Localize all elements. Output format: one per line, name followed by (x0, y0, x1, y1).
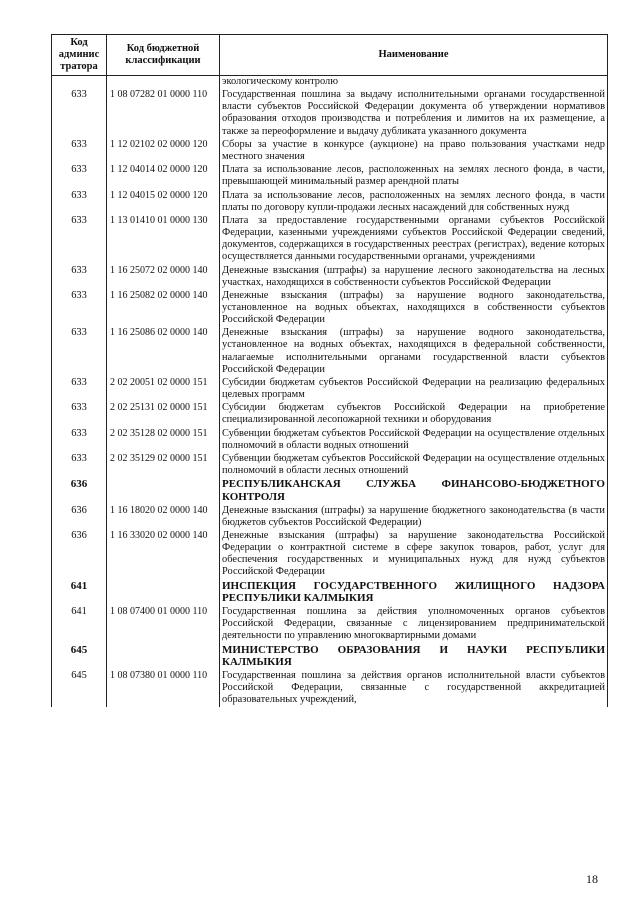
budget-code-cell: 1 13 01410 01 0000 130 (107, 215, 220, 265)
budget-classification-table (51, 34, 608, 707)
name-cell: РЕСПУБЛИКАНСКАЯ СЛУЖБА ФИНАНСОВО-БЮДЖЕТНОГО КОНТРОЛЯ (220, 478, 608, 504)
admin-code-cell: 633 (52, 327, 107, 377)
document-page (51, 34, 607, 707)
table-row (52, 505, 608, 530)
admin-code-cell: 636 (52, 478, 107, 504)
budget-code-cell: 1 16 18020 02 0000 140 (107, 505, 220, 530)
table-body (52, 76, 608, 708)
name-cell: Субсидии бюджетам субъектов Российской Федерации на приобретение специализированной лесопожарной техники и оборудования (220, 402, 608, 427)
budget-code-cell: 1 16 33020 02 0000 140 (107, 530, 220, 580)
name-cell: Денежные взыскания (штрафы) за нарушение бюджетного законодательства (в части бюджетов субъектов Российской Федерации) (220, 505, 608, 530)
budget-code-cell: 2 02 25131 02 0000 151 (107, 402, 220, 427)
admin-code-cell: 633 (52, 139, 107, 164)
name-cell: Субвенции бюджетам субъектов Российской Федерации на осуществление отдельных полномочий в области водных отношений (220, 428, 608, 453)
name-cell: экологическому контролю (220, 76, 608, 90)
table-row (52, 606, 608, 643)
table-row (52, 265, 608, 290)
budget-code-cell (107, 580, 220, 606)
admin-code-cell: 645 (52, 644, 107, 670)
table-row (52, 190, 608, 215)
name-cell: Государственная пошлина за выдачу исполнительными органами государственной власти субъектов Российской Федерации документа об утверждении нормативов образования отходов производства и потребления и лимитов на их размещение, а также за переоформление и выдачу дубликата указанного документа (220, 89, 608, 139)
admin-code-cell: 633 (52, 377, 107, 402)
budget-code-cell (107, 76, 220, 90)
table-header-row (52, 35, 608, 76)
name-cell: Денежные взыскания (штрафы) за нарушение лесного законодательства на лесных участках, находящихся в собственности субъектов Российской Федерации (220, 265, 608, 290)
admin-code-cell: 633 (52, 265, 107, 290)
name-cell: Субвенции бюджетам субъектов Российской Федерации на осуществление отдельных полномочий в области лесных отношений (220, 453, 608, 478)
table-row (52, 327, 608, 377)
budget-code-cell: 2 02 35129 02 0000 151 (107, 453, 220, 478)
budget-code-cell: 2 02 20051 02 0000 151 (107, 377, 220, 402)
admin-code-cell: 633 (52, 428, 107, 453)
name-cell: Денежные взыскания (штрафы) за нарушение законодательства Российской Федерации о контрактной системе в сфере закупок товаров, работ, услуг для обеспечения государственных и муниципальных нужд для нужд субъектов Российской Федерации (220, 530, 608, 580)
admin-code-cell: 633 (52, 290, 107, 327)
admin-code-cell: 633 (52, 164, 107, 189)
header-name: Наименование (220, 35, 608, 76)
admin-code-cell: 636 (52, 505, 107, 530)
name-cell: Денежные взыскания (штрафы) за нарушение водного законодательства, установленное на водных объектах, находящихся в собственности субъектов Российской Федерации (220, 290, 608, 327)
table-row (52, 215, 608, 265)
admin-code-cell: 641 (52, 606, 107, 643)
table-row (52, 164, 608, 189)
name-cell: Субсидии бюджетам субъектов Российской Федерации на реализацию федеральных целевых программ (220, 377, 608, 402)
name-cell: Государственная пошлина за действия органов исполнительной власти субъектов Российской Федерации, связанные с государственной аккредитацией образовательных учреждений, (220, 670, 608, 707)
admin-code-cell: 633 (52, 190, 107, 215)
budget-code-cell (107, 478, 220, 504)
table-row (52, 670, 608, 707)
table-row (52, 428, 608, 453)
admin-code-cell (52, 76, 107, 90)
admin-code-cell: 633 (52, 402, 107, 427)
table-row (52, 76, 608, 90)
budget-code-cell: 2 02 35128 02 0000 151 (107, 428, 220, 453)
name-cell: Денежные взыскания (штрафы) за нарушение водного законодательства, установленное на водных объектах, находящихся в федеральной собственности, налагаемые исполнительными органами государственной власти субъектов Российской Федерации (220, 327, 608, 377)
budget-code-cell: 1 08 07400 01 0000 110 (107, 606, 220, 643)
table-row (52, 290, 608, 327)
table-row (52, 580, 608, 606)
admin-code-cell: 641 (52, 580, 107, 606)
page-number: 18 (586, 872, 598, 886)
table-row (52, 644, 608, 670)
budget-code-cell: 1 16 25082 02 0000 140 (107, 290, 220, 327)
budget-code-cell: 1 08 07380 01 0000 110 (107, 670, 220, 707)
budget-code-cell: 1 08 07282 01 0000 110 (107, 89, 220, 139)
table-row (52, 89, 608, 139)
name-cell: МИНИСТЕРСТВО ОБРАЗОВАНИЯ И НАУКИ РЕСПУБЛИКИ КАЛМЫКИЯ (220, 644, 608, 670)
name-cell: Плата за использование лесов, расположенных на землях лесного фонда, в части, превышающей минимальный размер арендной платы (220, 164, 608, 189)
admin-code-cell: 636 (52, 530, 107, 580)
name-cell: Плата за использование лесов, расположенных на землях лесного фонда, в части платы по договору купли-продажи лесных насаждений для собственных нужд (220, 190, 608, 215)
table-row (52, 453, 608, 478)
admin-code-cell: 645 (52, 670, 107, 707)
budget-code-cell: 1 16 25072 02 0000 140 (107, 265, 220, 290)
table-row (52, 402, 608, 427)
budget-code-cell: 1 12 02102 02 0000 120 (107, 139, 220, 164)
name-cell: Плата за предоставление государственными органами субъектов Российской Федерации, казенными учреждениями субъектов Российской Федерации сведений, документов, содержащихся в государственных реестрах (регистрах), ведение которых осуществляется данными государственными органами, учреждениями (220, 215, 608, 265)
name-cell: Сборы за участие в конкурсе (аукционе) на право пользования участками недр местного значения (220, 139, 608, 164)
budget-code-cell: 1 12 04014 02 0000 120 (107, 164, 220, 189)
budget-code-cell: 1 12 04015 02 0000 120 (107, 190, 220, 215)
budget-code-cell: 1 16 25086 02 0000 140 (107, 327, 220, 377)
name-cell: ИНСПЕКЦИЯ ГОСУДАРСТВЕННОГО ЖИЛИЩНОГО НАДЗОРА РЕСПУБЛИКИ КАЛМЫКИЯ (220, 580, 608, 606)
table-row (52, 530, 608, 580)
header-admin-code: Код админис тратора (52, 35, 107, 76)
budget-code-cell (107, 644, 220, 670)
table-row (52, 478, 608, 504)
header-budget-code: Код бюджетной классификации (107, 35, 220, 76)
table-row (52, 139, 608, 164)
table-row (52, 377, 608, 402)
admin-code-cell: 633 (52, 89, 107, 139)
name-cell: Государственная пошлина за действия уполномоченных органов субъектов Российской Федерации, связанные с лицензированием предпринимательской деятельности по управлению многоквартирными домами (220, 606, 608, 643)
admin-code-cell: 633 (52, 453, 107, 478)
admin-code-cell: 633 (52, 215, 107, 265)
